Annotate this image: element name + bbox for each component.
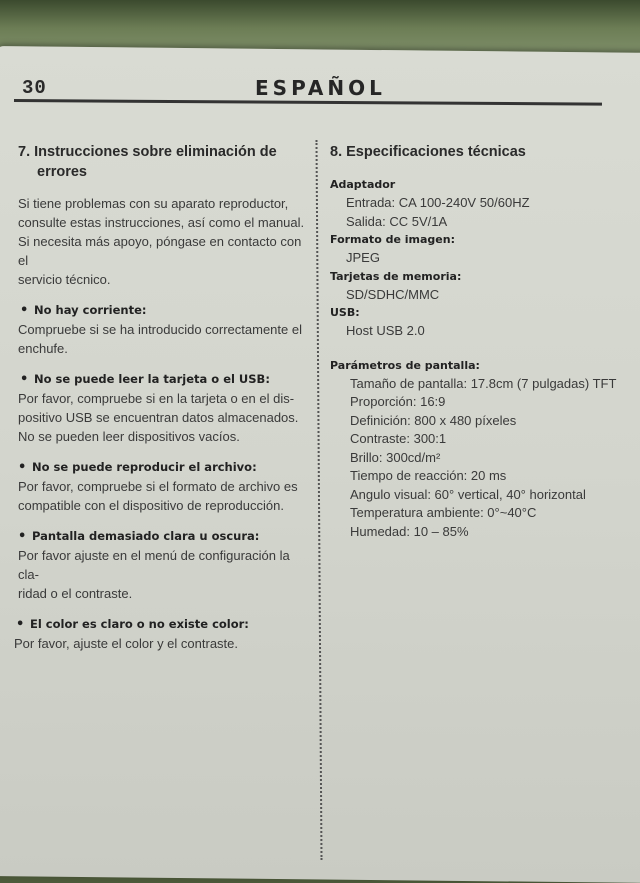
issue-file-playback: • No se puede reproducir el archivo: Por favor, compruebe si el formato de archivo es compatible con el dispositivo de reproducción.	[18, 460, 298, 513]
screen-param: Humedad: 10 – 85%	[350, 523, 469, 539]
memory-cards-label: Tarjetas de memoria:	[330, 269, 462, 283]
screen-param: Tiempo de reacción: 20 ms	[350, 468, 507, 483]
usb-label: USB:	[330, 306, 360, 319]
intro-line: servicio técnico.	[18, 272, 111, 287]
page-number: 30	[22, 77, 47, 99]
screen-param: Definición: 800 x 480 píxeles	[350, 412, 517, 428]
screen-params-label: Parámetros de pantalla:	[330, 358, 480, 372]
issue-screen-brightness: • Pantalla demasiado clara u oscura: Por favor ajuste en el menú de configuración la cla- ridad o el contraste.	[18, 529, 290, 601]
screen-param: Angulo visual: 60° vertical, 40° horizontal	[350, 486, 586, 502]
intro-line: consulte estas instrucciones, así como el manual.	[18, 215, 305, 230]
language-heading: ESPAÑOL	[255, 76, 386, 100]
specifications-section	[330, 142, 630, 541]
intro-line: Si tiene problemas con su aparato reproductor,	[18, 196, 289, 211]
image-format-label: Formato de imagen:	[330, 233, 455, 246]
adapter-output: Salida: CC 5V/1A	[346, 213, 448, 229]
memory-cards-value: SD/SDHC/MMC	[346, 286, 440, 302]
adapter-input: Entrada: CA 100-240V 50/60HZ	[346, 195, 530, 210]
troubleshooting-section	[14, 142, 308, 653]
image-format-value: JPEG	[346, 250, 380, 265]
screen-param: Brillo: 300cd/m²	[350, 449, 441, 465]
troubleshooting-title: 7. Instrucciones sobre eliminación de errores	[18, 144, 277, 180]
issue-card-usb: • No se puede leer la tarjeta o el USB: Por favor, compruebe si en la tarjeta o en el dis- positivo USB se encuentran datos almacenados. No se pueden leer dispositivos vacíos.	[18, 372, 299, 444]
usb-value: Host USB 2.0	[346, 323, 425, 338]
screen-param: Tamaño de pantalla: 17.8cm (7 pulgadas) TFT	[350, 375, 617, 391]
adapter-label: Adaptador	[330, 178, 396, 191]
specifications-title: 8. Especificaciones técnicas	[330, 144, 526, 160]
intro-line: Si necesita más apoyo, póngase en contacto con el	[18, 234, 302, 268]
screen-param: Temperatura ambiente: 0°~40°C	[350, 505, 537, 520]
screen-param: Contraste: 300:1	[350, 431, 447, 446]
issue-no-power: • No hay corriente: Compruebe si se ha introducido correctamente el enchufe.	[18, 303, 302, 356]
screen-param: Proporción: 16:9	[350, 394, 446, 409]
issue-color: • El color es claro o no existe color: Por favor, ajuste el color y el contraste.	[14, 617, 249, 651]
